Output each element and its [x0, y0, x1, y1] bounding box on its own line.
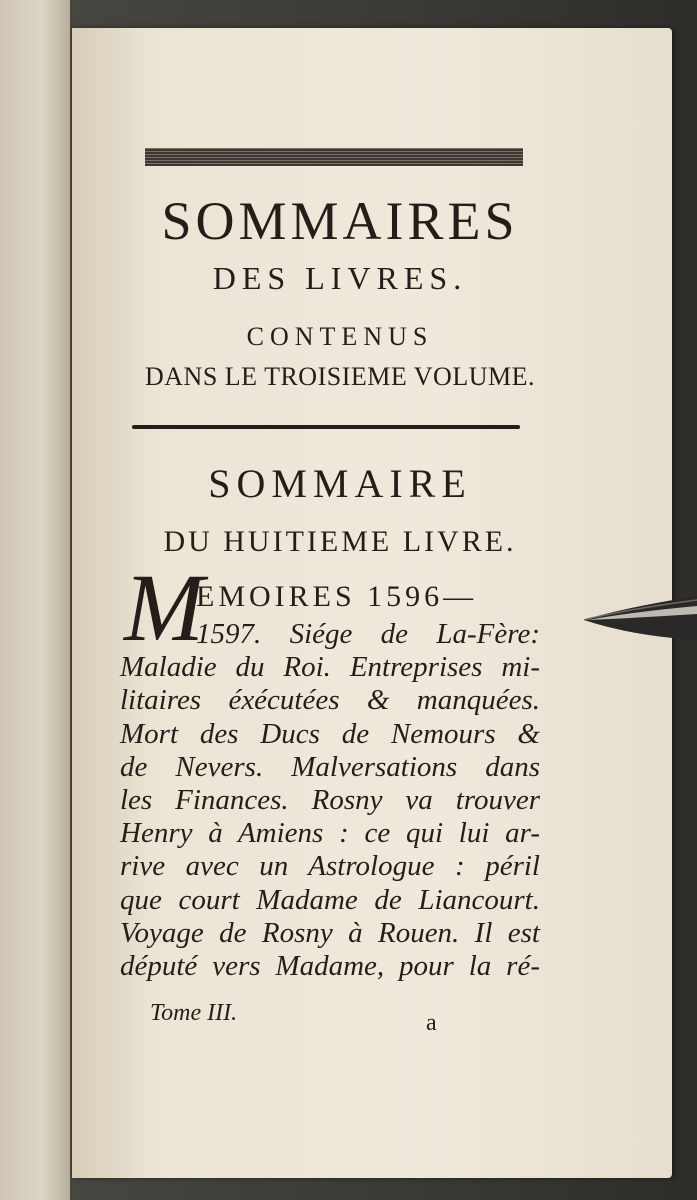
- body-line: député vers Madame, pour la ré-: [120, 950, 540, 983]
- subtitle-contenus: CONTENUS: [246, 322, 434, 351]
- body-line: litaires éxécutées & manquées.: [120, 684, 540, 717]
- body-line: que court Madame de Liancourt.: [120, 883, 540, 916]
- body-line: Maladie du Roi. Entreprises mi-: [120, 651, 540, 684]
- body-line: Voyage de Rosny à Rouen. Il est: [120, 916, 540, 949]
- decorative-rule-top: [145, 148, 523, 166]
- body-line: de Nevers. Malversations dans: [120, 750, 540, 783]
- signature-mark: a: [426, 1010, 437, 1036]
- left-page-edge: [0, 0, 70, 1200]
- page-holder-blade-icon: [582, 588, 697, 650]
- page-title: SOMMAIRES: [161, 191, 519, 251]
- section-subheading: DU HUITIEME LIVRE.: [163, 525, 517, 558]
- section-heading: SOMMAIRE: [208, 461, 472, 506]
- body-text: [120, 618, 540, 983]
- body-line: rive avec un Astrologue : péril: [120, 850, 540, 883]
- drop-cap: M: [124, 554, 204, 661]
- body-line: Mort des Ducs de Nemours &: [120, 717, 540, 750]
- body-first-line: EMOIRES 1596—: [196, 580, 478, 613]
- footer-volume-label: Tome III.: [150, 1000, 238, 1026]
- body-line: les Finances. Rosny va trouver: [120, 784, 540, 817]
- divider-rule: [132, 425, 520, 429]
- body-line: Henry à Amiens : ce qui lui ar-: [120, 817, 540, 850]
- subtitle-des-livres: DES LIVRES.: [212, 260, 468, 296]
- subtitle-volume: DANS LE TROISIEME VOLUME.: [145, 362, 535, 391]
- body-line: 1597. Siége de La-Fère:: [196, 618, 540, 650]
